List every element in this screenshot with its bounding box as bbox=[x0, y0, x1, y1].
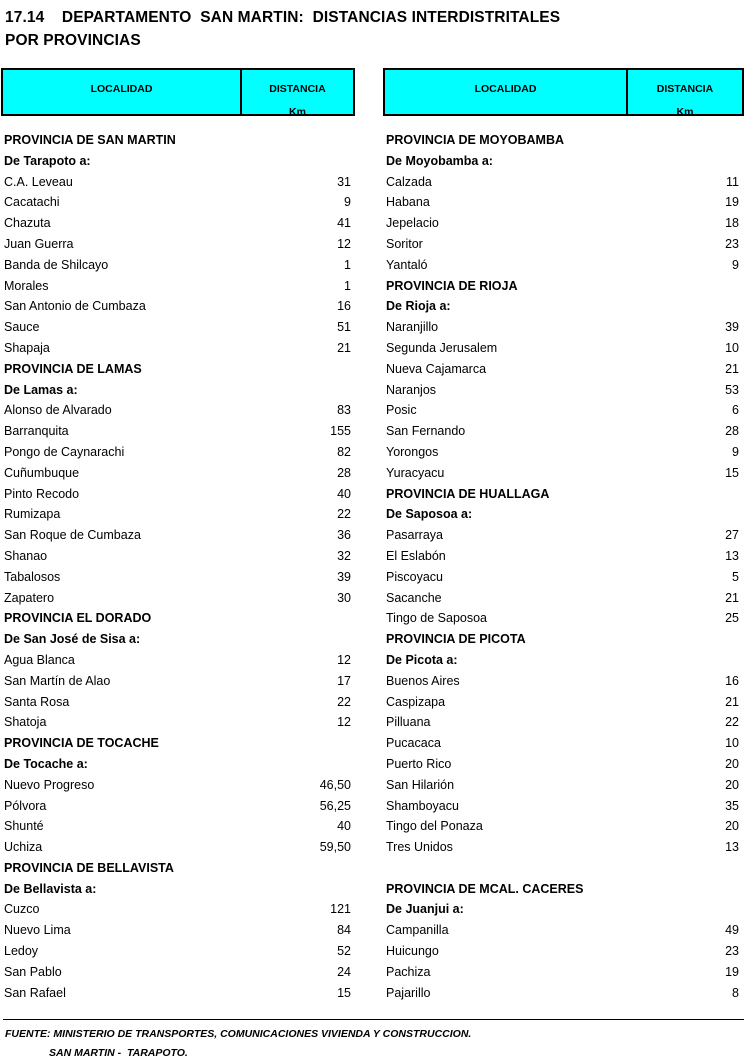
distance-value: 21 bbox=[725, 361, 739, 376]
origin-label: De Rioja a: bbox=[386, 299, 451, 314]
origin-heading-row bbox=[383, 899, 744, 920]
table-row bbox=[1, 962, 355, 983]
province-heading-row bbox=[1, 608, 355, 629]
locality-name: Habana bbox=[386, 195, 430, 210]
distance-value: 1 bbox=[344, 278, 351, 293]
distance-value: 6 bbox=[732, 403, 739, 418]
table-row bbox=[383, 962, 744, 983]
locality-name: Pachiza bbox=[386, 964, 431, 979]
locality-name: Ledoy bbox=[4, 944, 39, 959]
table-row bbox=[1, 484, 355, 505]
table-row bbox=[1, 463, 355, 484]
distance-value: 16 bbox=[337, 299, 351, 314]
locality-name: Calzada bbox=[386, 174, 432, 189]
table-row bbox=[1, 442, 355, 463]
footer-divider bbox=[3, 1019, 744, 1020]
locality-name: Shatoja bbox=[4, 715, 47, 730]
province-name: PROVINCIA DE MCAL. CACERES bbox=[386, 881, 584, 896]
locality-name: Shamboyacu bbox=[386, 798, 459, 813]
spacer-row bbox=[383, 858, 744, 879]
table-row bbox=[383, 588, 744, 609]
distance-value: 82 bbox=[337, 444, 351, 459]
table-row bbox=[383, 775, 744, 796]
left-table bbox=[1, 68, 355, 1000]
locality-name: Pajarillo bbox=[386, 985, 431, 1000]
locality-name: Soritor bbox=[386, 236, 423, 251]
distance-value: 9 bbox=[344, 195, 351, 210]
distance-value: 23 bbox=[725, 944, 739, 959]
distance-value: 39 bbox=[337, 569, 351, 584]
distance-value: 59,50 bbox=[319, 840, 351, 855]
locality-name: Juan Guerra bbox=[4, 236, 74, 251]
province-name: PROVINCIA DE MOYOBAMBA bbox=[386, 133, 565, 147]
province-name: PROVINCIA DE HUALLAGA bbox=[386, 486, 550, 501]
table-row bbox=[1, 692, 355, 713]
table-row bbox=[1, 920, 355, 941]
locality-name: Naranjos bbox=[386, 382, 437, 397]
distance-value: 22 bbox=[725, 715, 739, 730]
distance-value: 40 bbox=[337, 819, 351, 834]
table-row bbox=[1, 712, 355, 733]
table-row bbox=[1, 525, 355, 546]
distance-value: 28 bbox=[337, 465, 351, 480]
locality-name: Segunda Jerusalem bbox=[386, 340, 498, 355]
table-row bbox=[383, 359, 744, 380]
table-row bbox=[1, 796, 355, 817]
table-row bbox=[383, 983, 744, 1004]
locality-name: Zapatero bbox=[4, 590, 55, 605]
locality-name: Yorongos bbox=[386, 444, 439, 459]
table-row bbox=[383, 463, 744, 484]
table-row bbox=[1, 983, 355, 1004]
locality-name: Alonso de Alvarado bbox=[4, 403, 112, 418]
locality-name: Santa Rosa bbox=[4, 694, 70, 709]
distance-value: 49 bbox=[725, 923, 739, 938]
locality-name: Uchiza bbox=[4, 840, 43, 855]
table-row bbox=[1, 775, 355, 796]
origin-label: De Juanjui a: bbox=[386, 902, 464, 917]
locality-name: Tingo del Ponaza bbox=[386, 819, 483, 834]
distance-value: 15 bbox=[337, 985, 351, 1000]
locality-name: Pongo de Caynarachi bbox=[4, 444, 125, 459]
distance-value: 11 bbox=[726, 174, 739, 189]
table-row bbox=[1, 941, 355, 962]
table-row bbox=[1, 338, 355, 359]
origin-label: De Bellavista a: bbox=[4, 881, 97, 896]
source-note: FUENTE: MINISTERIO DE TRANSPORTES, COMUNICACIONES VIVIENDA Y CONSTRUCCION. bbox=[5, 1028, 472, 1040]
distance-value: 12 bbox=[337, 652, 351, 667]
table-row bbox=[1, 172, 355, 193]
table-row bbox=[1, 421, 355, 442]
locality-name: Shapaja bbox=[4, 340, 50, 355]
table-row bbox=[1, 546, 355, 567]
distance-value: 9 bbox=[732, 444, 739, 459]
locality-name: Nuevo Lima bbox=[4, 923, 71, 938]
table-row bbox=[1, 650, 355, 671]
distance-value: 18 bbox=[725, 216, 739, 231]
origin-label: De Picota a: bbox=[386, 652, 458, 667]
distance-value: 41 bbox=[337, 216, 351, 231]
table-row bbox=[383, 421, 744, 442]
right-rows bbox=[383, 130, 744, 1003]
right-table bbox=[383, 68, 744, 1000]
table-row bbox=[1, 234, 355, 255]
origin-label: De Moyobamba a: bbox=[386, 153, 493, 168]
province-heading-row bbox=[383, 629, 744, 650]
distance-value: 1 bbox=[344, 257, 351, 272]
table-row bbox=[1, 671, 355, 692]
locality-name: Puerto Rico bbox=[386, 756, 452, 771]
left-rows bbox=[1, 130, 355, 1003]
table-row bbox=[1, 588, 355, 609]
table-row bbox=[1, 567, 355, 588]
header-unit-label: Km bbox=[676, 106, 694, 118]
province-heading-row bbox=[383, 484, 744, 505]
locality-name: Pólvora bbox=[4, 798, 47, 813]
locality-name: C.A. Leveau bbox=[4, 174, 73, 189]
distance-value: 20 bbox=[725, 819, 739, 834]
header-localidad-label: LOCALIDAD bbox=[474, 83, 537, 95]
distance-value: 19 bbox=[725, 195, 739, 210]
distance-value: 19 bbox=[725, 964, 739, 979]
table-row bbox=[1, 317, 355, 338]
table-row bbox=[383, 213, 744, 234]
locality-name: Tres Unidos bbox=[386, 840, 453, 855]
locality-name: Pucacaca bbox=[386, 736, 441, 751]
table-row bbox=[1, 213, 355, 234]
locality-name: Morales bbox=[4, 278, 49, 293]
distance-value: 10 bbox=[725, 736, 739, 751]
locality-name: San Antonio de Cumbaza bbox=[4, 299, 146, 314]
distance-value: 9 bbox=[732, 257, 739, 272]
locality-name: San Roque de Cumbaza bbox=[4, 528, 141, 543]
origin-heading-row bbox=[1, 380, 355, 401]
distance-value: 27 bbox=[725, 528, 739, 543]
distance-value: 20 bbox=[725, 756, 739, 771]
table-row bbox=[1, 899, 355, 920]
locality-name: Pilluana bbox=[386, 715, 431, 730]
table-row bbox=[383, 172, 744, 193]
distance-value: 22 bbox=[337, 694, 351, 709]
table-row bbox=[383, 671, 744, 692]
locality-name: Shunté bbox=[4, 819, 44, 834]
table-row bbox=[383, 567, 744, 588]
locality-name: El Eslabón bbox=[386, 548, 446, 563]
locality-name: Sacanche bbox=[386, 590, 442, 605]
province-name: PROVINCIA DE PICOTA bbox=[386, 632, 526, 647]
header-distancia-label: DISTANCIA bbox=[269, 83, 326, 95]
table-row bbox=[383, 692, 744, 713]
origin-heading-row bbox=[1, 629, 355, 650]
distance-value: 155 bbox=[330, 424, 351, 439]
province-name: PROVINCIA DE RIOJA bbox=[386, 278, 518, 293]
distance-value: 8 bbox=[732, 985, 739, 1000]
locality-name: Naranjillo bbox=[386, 320, 439, 335]
table-row bbox=[383, 712, 744, 733]
province-name: PROVINCIA DE SAN MARTIN bbox=[4, 133, 176, 147]
locality-name: San Rafael bbox=[4, 985, 66, 1000]
table-row bbox=[383, 796, 744, 817]
distance-value: 13 bbox=[725, 840, 739, 855]
table-row bbox=[383, 192, 744, 213]
page-subtitle: POR PROVINCIAS bbox=[5, 32, 141, 49]
locality-name: Yuracyacu bbox=[386, 465, 445, 480]
locality-name: San Hilarión bbox=[386, 777, 455, 792]
table-row bbox=[1, 504, 355, 525]
table-row bbox=[1, 255, 355, 276]
header-distancia bbox=[628, 70, 742, 118]
locality-name: Cacatachi bbox=[4, 195, 60, 210]
locality-name: Shanao bbox=[4, 548, 48, 563]
locality-name: San Fernando bbox=[386, 424, 466, 439]
distance-value: 13 bbox=[725, 548, 739, 563]
distance-value: 52 bbox=[337, 944, 351, 959]
province-name: PROVINCIA DE LAMAS bbox=[4, 361, 142, 376]
province-heading-row bbox=[383, 276, 744, 297]
locality-name: Huicungo bbox=[386, 944, 439, 959]
locality-name: Cuñumbuque bbox=[4, 465, 80, 480]
distance-value: 83 bbox=[337, 403, 351, 418]
distance-value: 32 bbox=[337, 548, 351, 563]
distance-value: 36 bbox=[337, 528, 351, 543]
origin-label: De Lamas a: bbox=[4, 382, 78, 397]
origin-heading-row bbox=[383, 650, 744, 671]
locality-name: Sauce bbox=[4, 320, 40, 335]
table-row bbox=[1, 276, 355, 297]
table-row bbox=[383, 442, 744, 463]
locality-name: Campanilla bbox=[386, 923, 449, 938]
distance-value: 39 bbox=[725, 320, 739, 335]
distance-value: 28 bbox=[725, 424, 739, 439]
header-unit-label: Km bbox=[289, 106, 306, 118]
province-heading-row bbox=[383, 130, 744, 151]
table-row bbox=[383, 733, 744, 754]
distance-value: 56,25 bbox=[319, 798, 351, 813]
table-row bbox=[383, 380, 744, 401]
locality-name: Buenos Aires bbox=[386, 673, 460, 688]
table-row bbox=[383, 400, 744, 421]
distance-value: 15 bbox=[725, 465, 739, 480]
page-title: 17.14 DEPARTAMENTO SAN MARTIN: DISTANCIAS INTERDISTRITALES bbox=[5, 9, 561, 26]
distance-value: 40 bbox=[337, 486, 351, 501]
table-row bbox=[383, 338, 744, 359]
locality-name: Barranquita bbox=[4, 424, 69, 439]
locality-name: San Martín de Alao bbox=[4, 673, 111, 688]
locality-name: Tabalosos bbox=[4, 569, 61, 584]
table-row bbox=[383, 920, 744, 941]
locality-name: Nuevo Progreso bbox=[4, 777, 95, 792]
distance-value: 12 bbox=[337, 715, 351, 730]
source-location: SAN MARTIN - TARAPOTO. bbox=[49, 1047, 188, 1059]
table-row bbox=[383, 317, 744, 338]
distance-value: 23 bbox=[725, 236, 739, 251]
distance-value: 46,50 bbox=[319, 777, 351, 792]
table-row bbox=[1, 816, 355, 837]
origin-heading-row bbox=[1, 151, 355, 172]
table-header bbox=[1, 68, 355, 116]
province-name: PROVINCIA EL DORADO bbox=[4, 611, 152, 626]
locality-name: Chazuta bbox=[4, 216, 51, 231]
header-localidad-label: LOCALIDAD bbox=[90, 83, 153, 95]
distance-value: 51 bbox=[337, 320, 351, 335]
province-heading-row bbox=[383, 879, 744, 900]
header-distancia bbox=[242, 70, 353, 118]
locality-name: Caspizapa bbox=[386, 694, 446, 709]
locality-name: Banda de Shilcayo bbox=[4, 257, 109, 272]
distance-value: 20 bbox=[725, 777, 739, 792]
distance-value: 17 bbox=[337, 673, 351, 688]
distance-value: 5 bbox=[732, 569, 739, 584]
province-heading-row bbox=[1, 733, 355, 754]
locality-name: Nueva Cajamarca bbox=[386, 361, 487, 376]
distance-value: 21 bbox=[725, 590, 739, 605]
distance-value: 25 bbox=[725, 611, 739, 626]
distance-value: 24 bbox=[337, 964, 351, 979]
header-localidad bbox=[385, 70, 628, 114]
locality-name: Piscoyacu bbox=[386, 569, 443, 584]
distance-value: 35 bbox=[725, 798, 739, 813]
table-row bbox=[383, 525, 744, 546]
distance-value: 21 bbox=[725, 694, 739, 709]
origin-label: De Tarapoto a: bbox=[4, 153, 91, 168]
province-name: PROVINCIA DE BELLAVISTA bbox=[4, 860, 174, 875]
distance-value: 12 bbox=[337, 236, 351, 251]
table-row bbox=[383, 837, 744, 858]
province-heading-row bbox=[1, 130, 355, 151]
origin-heading-row bbox=[383, 151, 744, 172]
distance-value: 10 bbox=[725, 340, 739, 355]
table-header bbox=[383, 68, 744, 116]
locality-name: Agua Blanca bbox=[4, 652, 75, 667]
distance-value: 31 bbox=[337, 174, 351, 189]
province-name: PROVINCIA DE TOCACHE bbox=[4, 736, 159, 751]
locality-name: Pasarraya bbox=[386, 528, 443, 543]
origin-heading-row bbox=[383, 296, 744, 317]
table-row bbox=[1, 192, 355, 213]
table-row bbox=[1, 837, 355, 858]
distance-value: 22 bbox=[337, 507, 351, 522]
distance-value: 21 bbox=[337, 340, 351, 355]
locality-name: Rumizapa bbox=[4, 507, 61, 522]
origin-label: De San José de Sisa a: bbox=[4, 632, 141, 647]
distance-value: 16 bbox=[725, 673, 739, 688]
locality-name: Pinto Recodo bbox=[4, 486, 80, 501]
distance-value: 121 bbox=[330, 902, 351, 917]
header-distancia-label: DISTANCIA bbox=[656, 83, 714, 95]
origin-heading-row bbox=[1, 879, 355, 900]
table-row bbox=[383, 608, 744, 629]
table-row bbox=[1, 400, 355, 421]
distance-value: 53 bbox=[725, 382, 739, 397]
distance-value: 30 bbox=[337, 590, 351, 605]
table-row bbox=[383, 255, 744, 276]
table-row bbox=[383, 754, 744, 775]
header-localidad bbox=[3, 70, 242, 114]
origin-heading-row bbox=[1, 754, 355, 775]
table-row bbox=[383, 941, 744, 962]
table-row bbox=[383, 816, 744, 837]
locality-name: Jepelacio bbox=[386, 216, 439, 231]
locality-name: Posic bbox=[386, 403, 417, 418]
origin-heading-row bbox=[383, 504, 744, 525]
locality-name: Cuzco bbox=[4, 902, 40, 917]
province-heading-row bbox=[1, 359, 355, 380]
origin-label: De Saposoa a: bbox=[386, 507, 473, 522]
distance-value: 84 bbox=[337, 923, 351, 938]
origin-label: De Tocache a: bbox=[4, 756, 88, 771]
table-row bbox=[1, 296, 355, 317]
locality-name: Tingo de Saposoa bbox=[386, 611, 488, 626]
table-row bbox=[383, 546, 744, 567]
province-heading-row bbox=[1, 858, 355, 879]
locality-name: San Pablo bbox=[4, 964, 62, 979]
locality-name: Yantaló bbox=[386, 257, 428, 272]
table-row bbox=[383, 234, 744, 255]
